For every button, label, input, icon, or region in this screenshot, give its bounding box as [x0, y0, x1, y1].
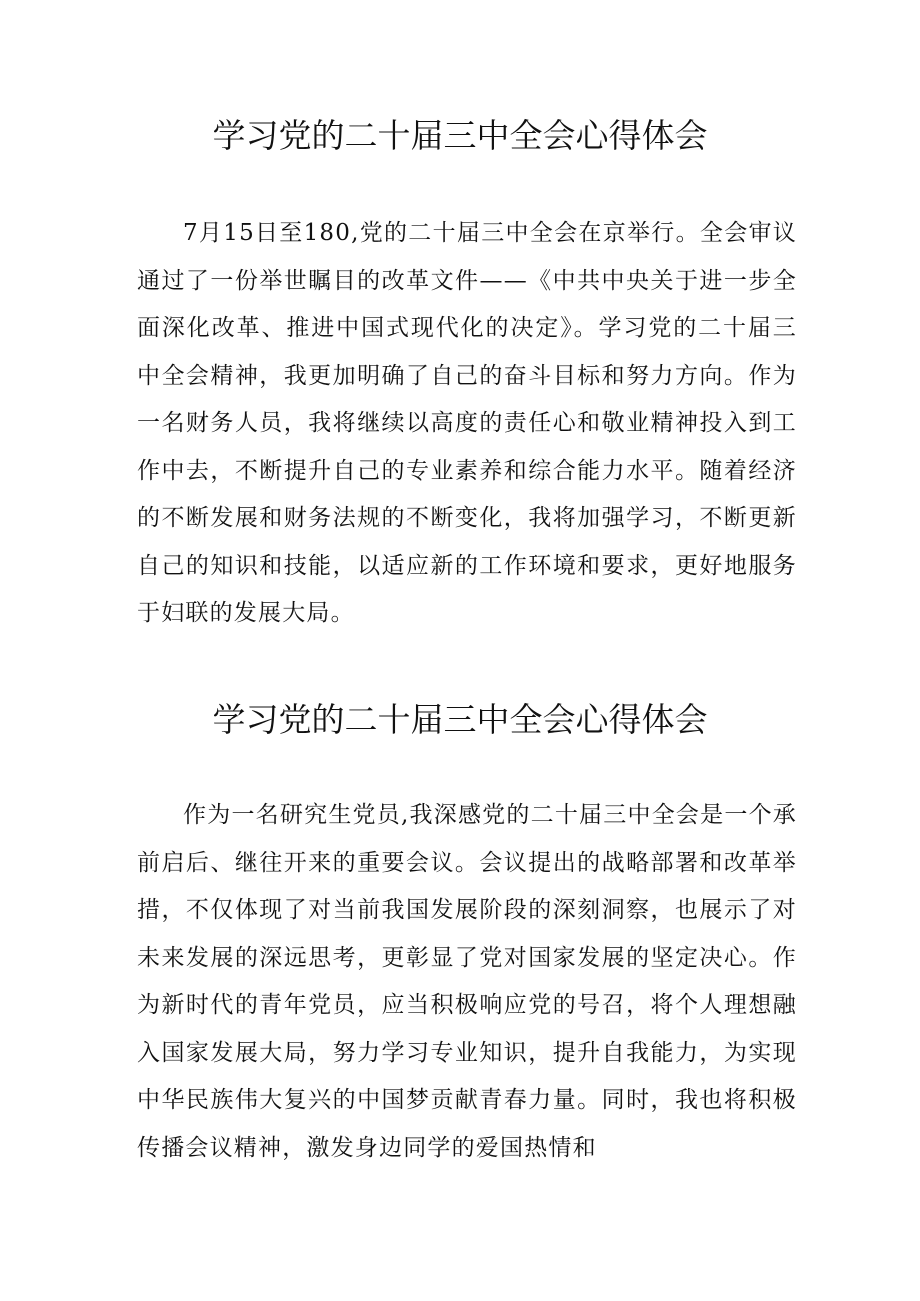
section-body-1: 7月15日至180,党的二十届三中全会在京举行。全会审议通过了一份举世瞩目的改革文件——《中共中央关于进一步全面深化改革、推进中国式现代化的决定》。学习党的二十届三中全会精神，我更加明确了自己的奋斗目标和努力方向。作为一名财务人员，我将继续以高度的责任心和敬业精神投入到工作中去，不断提升自己的专业素养和综合能力水平。随着经济的不断发展和财务法规的不断变化，我将加强学习，不断更新自己的知识和技能，以适应新的工作环境和要求，更好地服务于妇联的发展大局。 — [137, 220, 797, 626]
section-title-2: 学习党的二十届三中全会心得体会 — [212, 700, 708, 739]
section-body-2: 作为一名研究生党员,我深感党的二十届三中全会是一个承前启后、继往开来的重要会议。会议提出的战略部署和改革举措，不仅体现了对当前我国发展阶段的深刻洞察，也展示了对未来发展的深远思考，更彰显了党对国家发展的坚定决心。作为新时代的青年党员，应当积极响应党的号召，将个人理想融入国家发展大局，努力学习专业知识，提升自我能力，为实现中华民族伟大复兴的中国梦贡献青春力量。同时，我也将积极传播会议精神，激发身边同学的爱国热情和 — [137, 802, 797, 1161]
section-title-1: 学习党的二十届三中全会心得体会 — [212, 116, 708, 155]
